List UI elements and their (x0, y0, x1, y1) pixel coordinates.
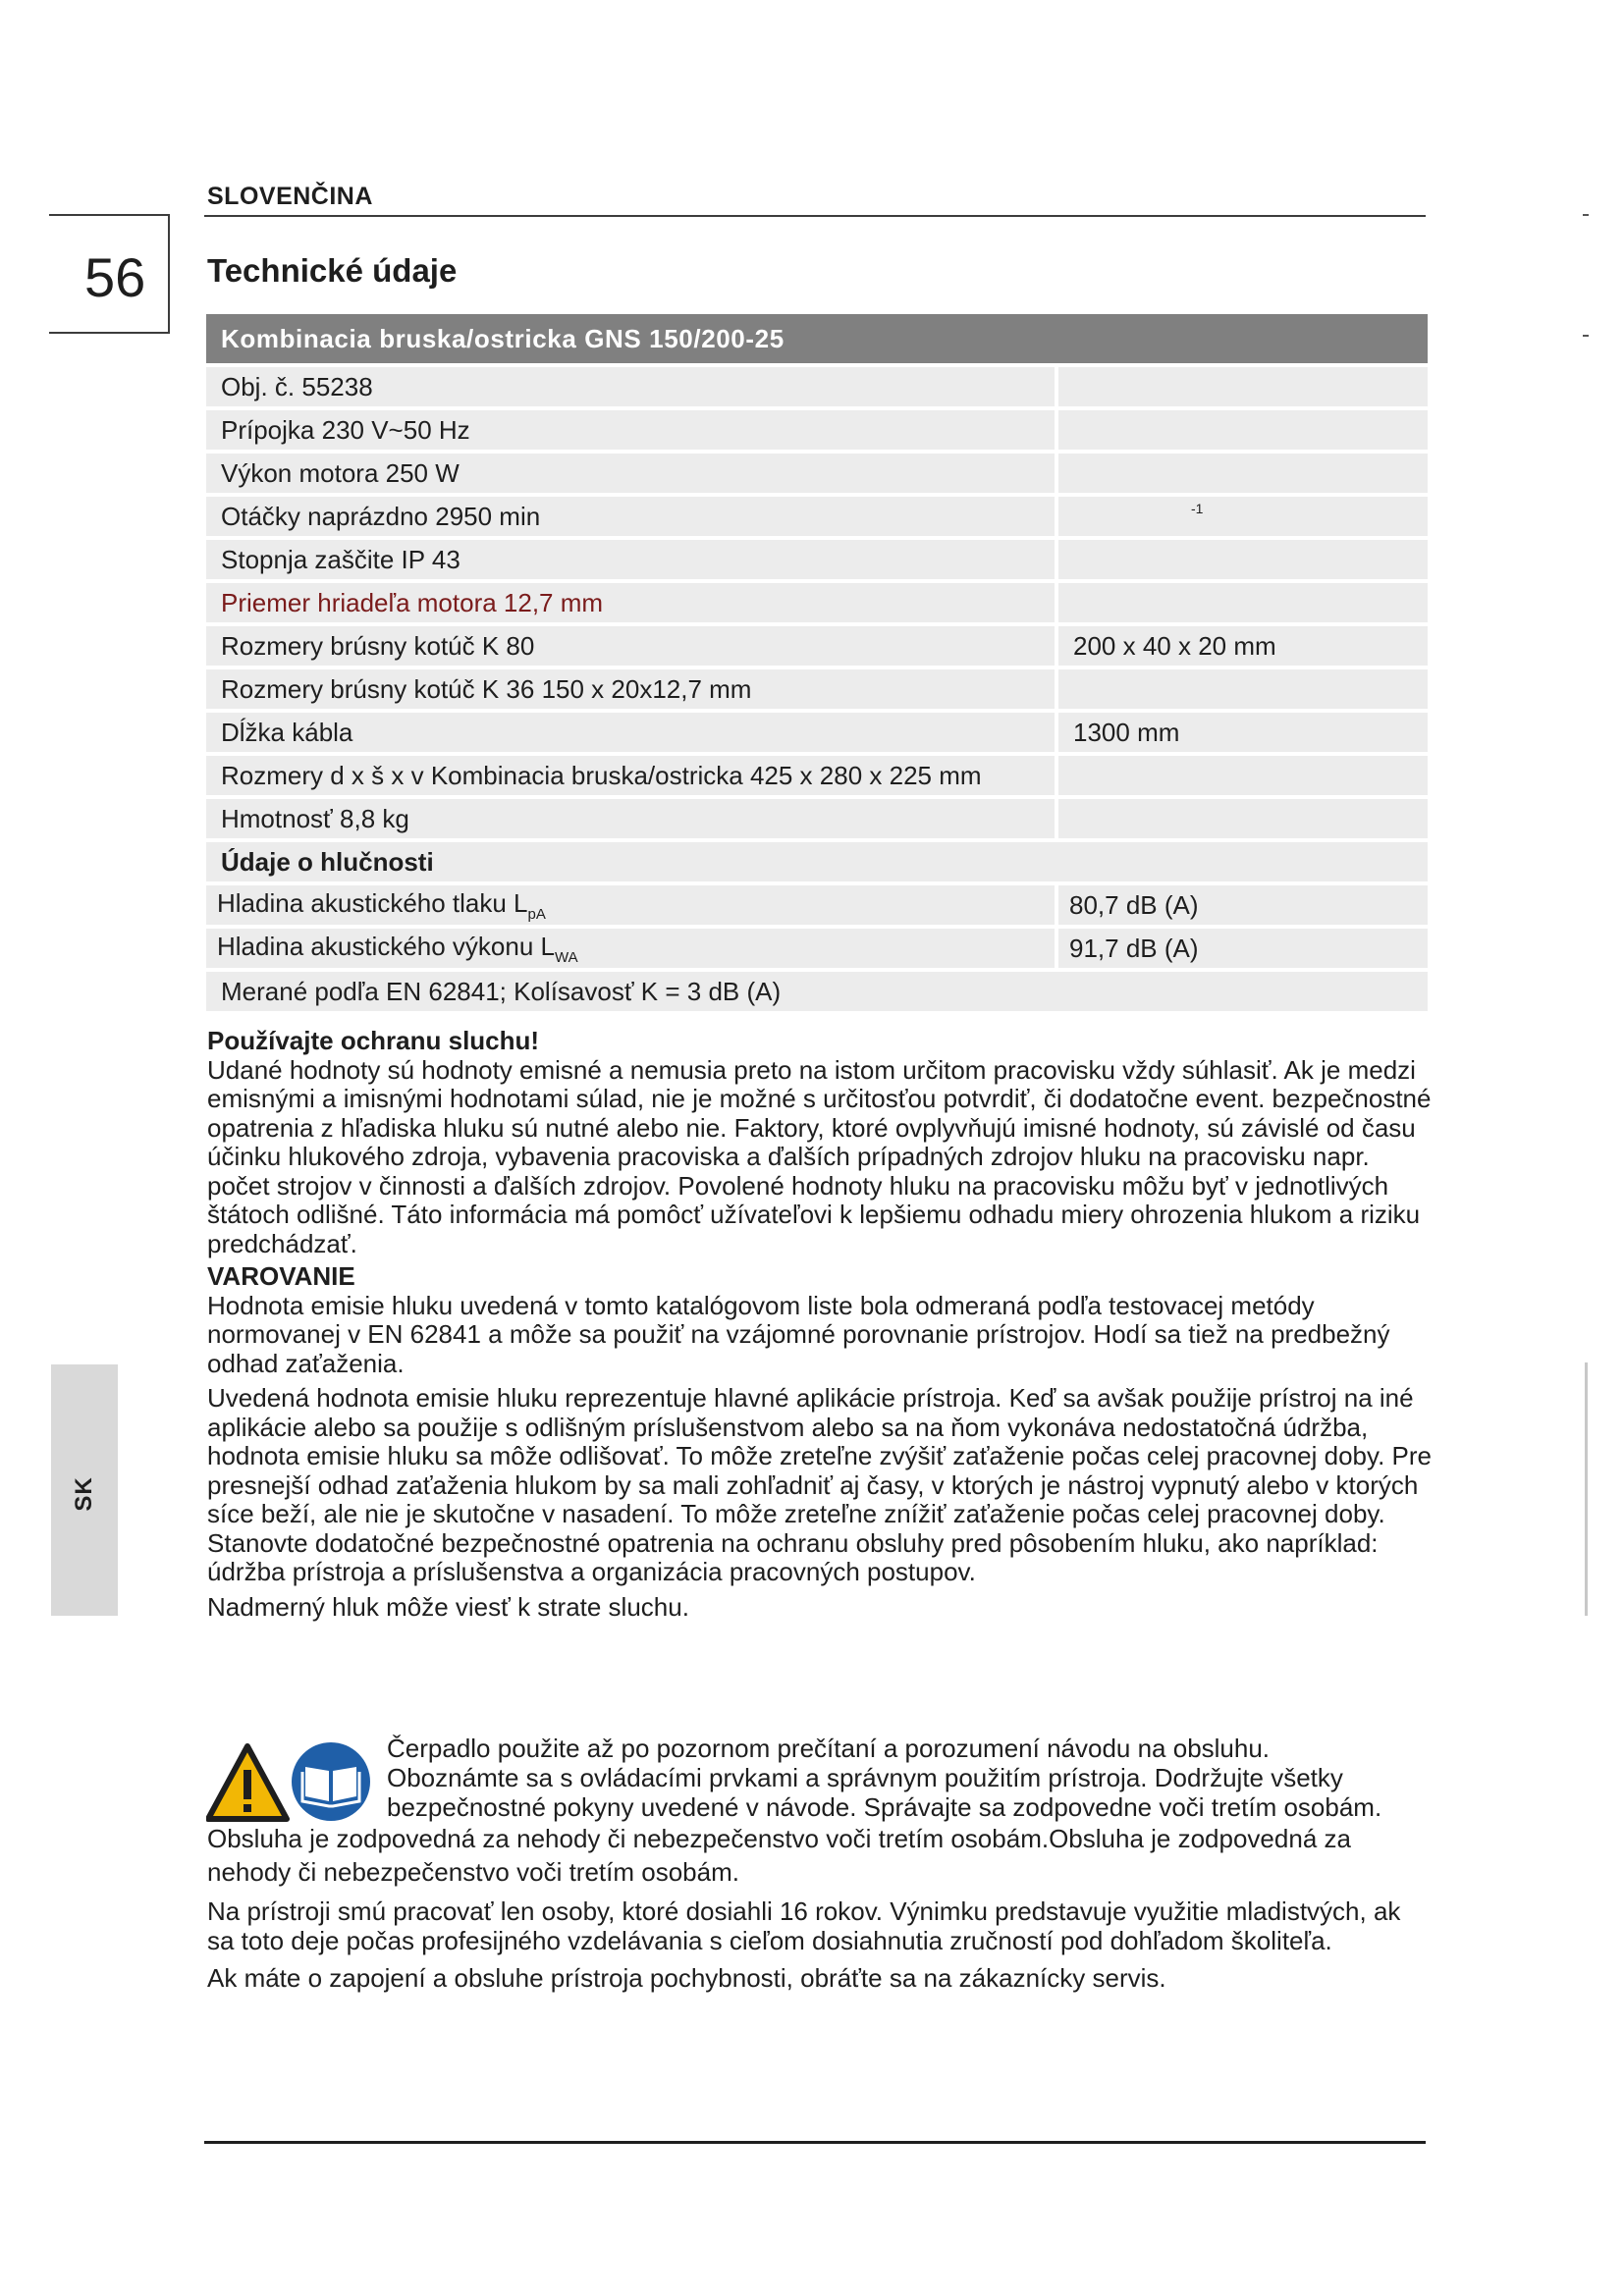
noise-label: Hladina akustického tlaku L (217, 887, 528, 918)
table-row (206, 883, 1428, 927)
safety-line: Čerpadlo použite až po pozornom prečítaní a porozumení návodu na obsluhu. (387, 1734, 1271, 1763)
page-number: 56 (84, 246, 146, 308)
spec-value (1056, 797, 1428, 840)
spec-label: Výkon motora 250 W (206, 452, 1056, 495)
margin-tick (1583, 335, 1589, 337)
table-row (206, 711, 1428, 754)
spec-value: 200 x 40 x 20 mm (1056, 624, 1428, 667)
spec-value (1056, 452, 1428, 495)
warning-heading: VAROVANIE (207, 1261, 355, 1291)
spec-value: 1300 mm (1056, 711, 1428, 754)
noise-heading: Údaje o hlučnosti (206, 840, 1428, 883)
table-row (206, 970, 1428, 1011)
spec-label: Stopnja zaščite IP 43 (206, 538, 1056, 581)
hearing-paragraph: Udané hodnoty sú hodnoty emisné a nemusia preto na istom určitom pracovisku vždy súhlasiť. Ak je medzi emisnými a imisnými hodnotami súlad, nie je možné s určitosťou potvrdiť, či dodatočne event. bezpečnostné opatrenia z hľadiska hluku sú nutné alebo nie. Faktory, ktoré ovplyvňujú imisné hodnoty, sú závislé od času účinku hlukového zdroja, vybavenia pracoviska a ďalších prípadných zdrojov hluku na pracovisku napr. počet strojov v činnosti a ďalších zdrojov. Povolené hodnoty hluku na pracovisku môžu byť v jednotlivých štátoch odlišné. Táto informácia má pomôcť užívateľovi k lepšiemu odhadu miery ohrozenia hlukom a riziku predchádzať. (207, 1054, 1432, 1258)
safety-section (207, 1734, 1435, 1993)
margin-tick (1583, 214, 1589, 216)
spec-label: Obj. č. 55238 (206, 365, 1056, 408)
table-row (206, 624, 1428, 667)
table-row (206, 840, 1428, 883)
spec-label (206, 883, 1056, 927)
spec-value (1056, 495, 1428, 538)
spec-label: Otáčky naprázdno 2950 min (206, 495, 1056, 538)
table-row (206, 538, 1428, 581)
spec-table (206, 314, 1428, 1011)
header-rule (204, 215, 1426, 217)
table-row (206, 495, 1428, 538)
spec-value (1056, 667, 1428, 711)
table-row (206, 408, 1428, 452)
spec-table-title: Kombinacia bruska/ostricka GNS 150/200-25 (206, 314, 1428, 365)
hearing-section (207, 1027, 1435, 1622)
footer-rule (204, 2141, 1426, 2144)
spec-label: Rozmery d x š x v Kombinacia bruska/ostricka 425 x 280 x 225 mm (206, 754, 1056, 797)
safety-paragraph: Na prístroji smú pracovať len osoby, ktoré dosiahli 16 rokov. Výnimku predstavuje využitie mladistvých, ak sa toto deje počas profesijného vzdelávania s cieľom dosiahnutia zručností pod dohľadom školiteľa. (207, 1896, 1401, 1955)
warning-paragraph: Stanovte dodatočné bezpečnostné opatrenia na ochranu obsluhy pred pôsobením hluku, ako napríklad: údržba prístroja a príslušenstva a organizácia pracovných postupov. (207, 1527, 1379, 1586)
spec-label: Priemer hriadeľa motora 12,7 mm (206, 581, 1056, 624)
spec-value (1056, 538, 1428, 581)
table-row (206, 452, 1428, 495)
spec-value: 80,7 dB (A) (1056, 883, 1428, 927)
table-row (206, 797, 1428, 840)
spec-label: Rozmery brúsny kotúč K 36 150 x 20x12,7 mm (206, 667, 1056, 711)
table-row (206, 365, 1428, 408)
table-row (206, 927, 1428, 970)
warning-paragraph: Hodnota emisie hluku uvedená v tomto katalógovom liste bola odmeraná podľa testovacej metódy normovanej v EN 62841 a môže sa použiť na vzájomné porovnanie prístrojov. Hodí sa tiež na predbežný odhad zaťaženia. (207, 1290, 1390, 1378)
measured-note: Merané podľa EN 62841; Kolísavosť K = 3 dB (A) (206, 970, 1428, 1011)
speed-unit-superscript: -1 (1191, 501, 1204, 516)
spec-label: Dĺžka kábla (206, 711, 1056, 754)
safety-line: Obsluha je zodpovedná za nehody či nebezpečenstvo voči tretím osobám.Obsluha je zodpovedná za nehody či nebezpečenstvo voči tretím osobám. (207, 1824, 1351, 1887)
noise-subscript: pA (527, 905, 546, 923)
language-side-tab (51, 1364, 118, 1616)
safety-paragraph: Ak máte o zapojení a obsluhe prístroja pochybnosti, obráťte sa na zákaznícky servis. (207, 1963, 1166, 1993)
spec-value: 91,7 dB (A) (1056, 927, 1428, 970)
section-title: Technické údaje (207, 252, 458, 289)
noise-subscript: WA (554, 948, 578, 966)
safety-line: bezpečnostné pokyny uvedené v návode. Správajte sa zodpovedne voči tretím osobám. (387, 1792, 1382, 1822)
spec-value (1056, 365, 1428, 408)
hearing-heading: Používajte ochranu sluchu! (207, 1026, 540, 1055)
spec-label: Rozmery brúsny kotúč K 80 (206, 624, 1056, 667)
noise-label: Hladina akustického výkonu L (217, 931, 555, 961)
spec-label: Hmotnosť 8,8 kg (206, 797, 1056, 840)
table-row (206, 581, 1428, 624)
table-row (206, 754, 1428, 797)
margin-bar (1585, 1362, 1588, 1616)
language-header: SLOVENČINA (207, 183, 373, 210)
warning-paragraph: Nadmerný hluk môže viesť k strate sluchu. (207, 1591, 689, 1622)
table-row (206, 667, 1428, 711)
spec-label: Prípojka 230 V~50 Hz (206, 408, 1056, 452)
spec-label (206, 927, 1056, 970)
language-code: SK (71, 1476, 97, 1512)
spec-value (1056, 754, 1428, 797)
warning-paragraph: Uvedená hodnota emisie hluku reprezentuje hlavné aplikácie prístroja. Keď sa avšak použije prístroj na iné aplikácie alebo sa použije s odlišným príslušenstvom alebo sa na ňom vykonáva nedostatočná údržba, hodnota emisie hluku sa môže odlišovať. To môže zreteľne zvýšiť zaťaženie počas celej pracovnej doby. Pre presnejší odhad zaťaženia hlukom by sa mali zohľadniť aj časy, v ktorých je nástroj vypnutý alebo v ktorých síce beží, ale nie je skutočne v nasadení. To môže zreteľne znížiť zaťaženie počas celej pracovnej doby. (207, 1383, 1432, 1528)
spec-value (1056, 581, 1428, 624)
spec-value (1056, 408, 1428, 452)
safety-line: Oboznámte sa s ovládacími prvkami a správnym použitím prístroja. Dodržujte všetky (387, 1763, 1343, 1792)
